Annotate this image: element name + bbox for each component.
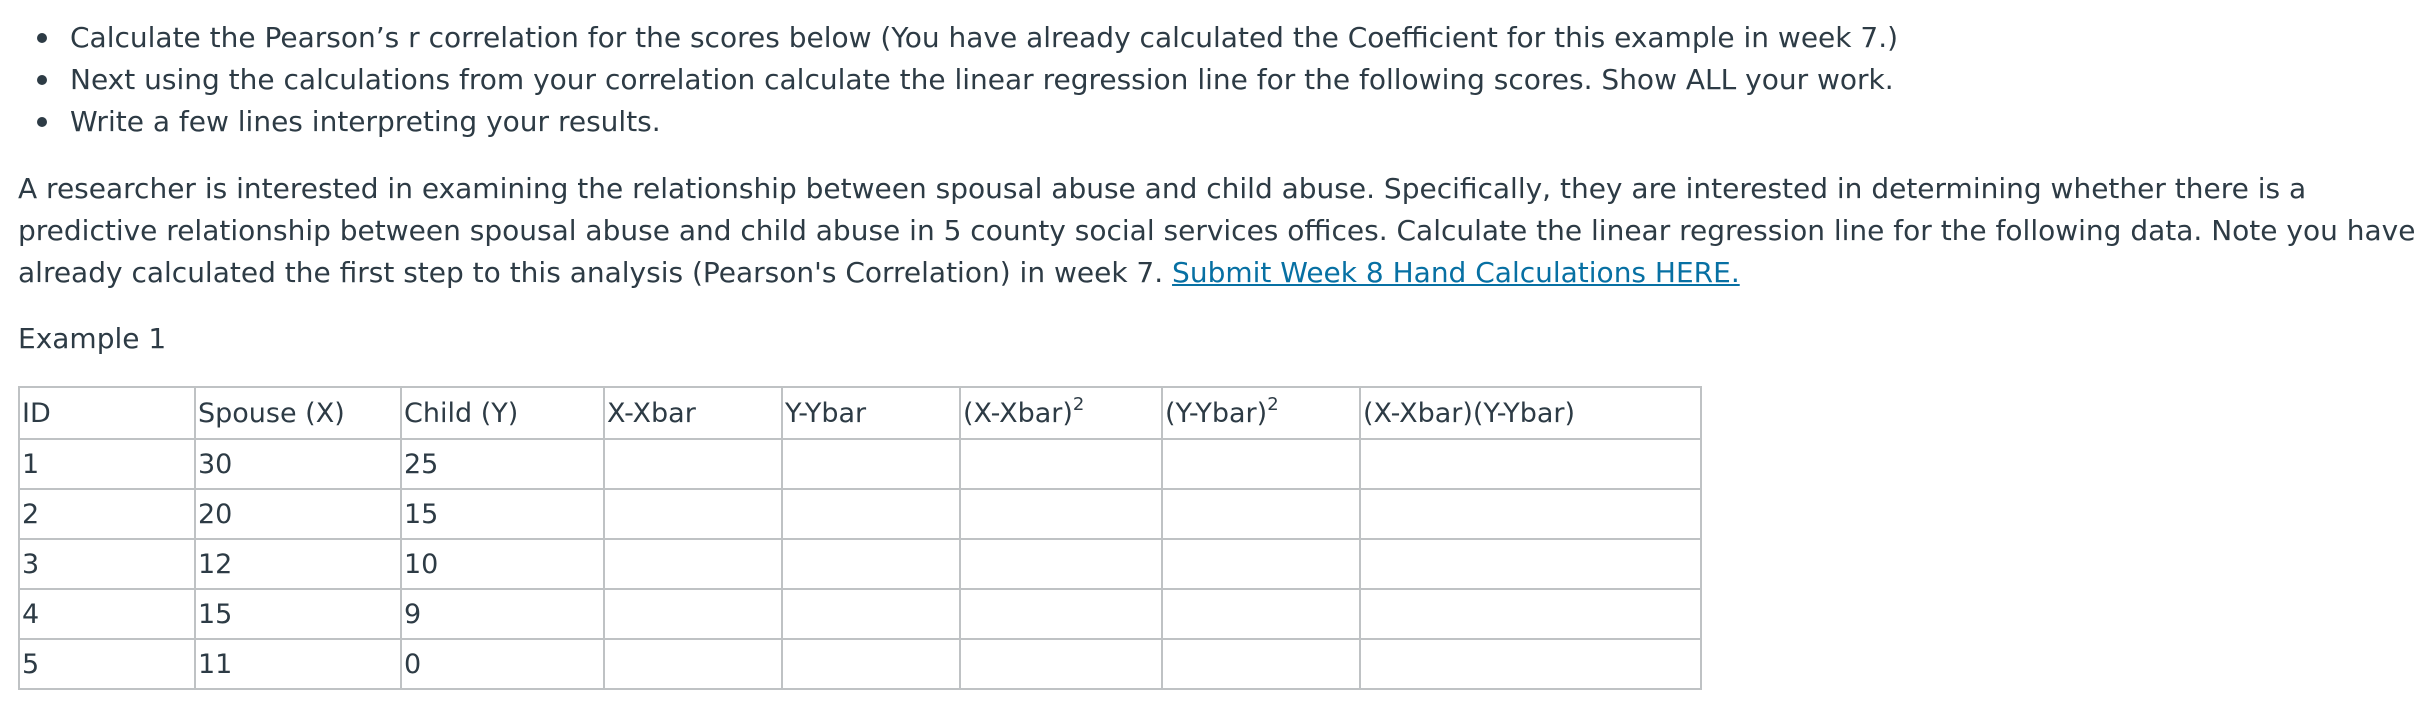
instruction-item bbox=[0, 101, 1898, 143]
instruction-text: Write a few lines interpreting your results. bbox=[70, 105, 661, 138]
table-cell: 20 bbox=[195, 489, 401, 539]
table-cell: 12 bbox=[195, 539, 401, 589]
table-cell bbox=[1162, 589, 1360, 639]
table-cell bbox=[960, 539, 1162, 589]
bullet-icon bbox=[37, 75, 47, 85]
table-row bbox=[19, 489, 1701, 539]
table-cell bbox=[1360, 589, 1701, 639]
table-cell bbox=[782, 439, 960, 489]
table-cell bbox=[960, 589, 1162, 639]
header-cell-text: (Y-Ybar) bbox=[1165, 397, 1268, 429]
data-table bbox=[18, 386, 1702, 690]
table-cell bbox=[604, 489, 782, 539]
table-cell: 15 bbox=[401, 489, 604, 539]
table-cell bbox=[782, 489, 960, 539]
header-cell bbox=[1162, 387, 1360, 439]
table-cell bbox=[1162, 489, 1360, 539]
table-cell bbox=[782, 589, 960, 639]
superscript: 2 bbox=[1267, 393, 1279, 415]
header-cell: ID bbox=[19, 387, 195, 439]
bullet-icon bbox=[37, 117, 47, 127]
table-cell bbox=[1360, 639, 1701, 689]
intro-line-text: already calculated the first step to this analysis (Pearson's Correlation) in week 7. bbox=[18, 256, 1173, 289]
table-cell bbox=[782, 639, 960, 689]
table-cell bbox=[782, 539, 960, 589]
table-cell: 10 bbox=[401, 539, 604, 589]
instruction-item bbox=[0, 17, 1898, 59]
table-row bbox=[19, 639, 1701, 689]
instruction-list bbox=[0, 17, 1898, 143]
table-cell bbox=[604, 439, 782, 489]
header-cell: Y-Ybar bbox=[782, 387, 960, 439]
intro-paragraph bbox=[18, 168, 2415, 294]
header-cell: Spouse (X) bbox=[195, 387, 401, 439]
table-cell: 1 bbox=[19, 439, 195, 489]
table-cell bbox=[960, 439, 1162, 489]
table-row bbox=[19, 539, 1701, 589]
instruction-text: Next using the calculations from your correlation calculate the linear regression line for the following scores. Show ALL your work. bbox=[70, 63, 1894, 96]
table-cell bbox=[604, 589, 782, 639]
table-cell bbox=[1162, 539, 1360, 589]
table-cell: 3 bbox=[19, 539, 195, 589]
table-cell: 11 bbox=[195, 639, 401, 689]
header-cell: X-Xbar bbox=[604, 387, 782, 439]
table-cell bbox=[604, 539, 782, 589]
instruction-text: Calculate the Pearson’s r correlation for the scores below (You have already calculated the Coefficient for this example in week 7.) bbox=[70, 21, 1899, 54]
example-title: Example 1 bbox=[18, 322, 167, 355]
table-cell: 2 bbox=[19, 489, 195, 539]
header-cell: Child (Y) bbox=[401, 387, 604, 439]
table-cell: 0 bbox=[401, 639, 604, 689]
table-header-row bbox=[19, 387, 1701, 439]
table-cell bbox=[1162, 639, 1360, 689]
bullet-icon bbox=[37, 33, 47, 43]
instruction-item bbox=[0, 59, 1898, 101]
table-cell: 30 bbox=[195, 439, 401, 489]
table-cell bbox=[604, 639, 782, 689]
table-cell: 9 bbox=[401, 589, 604, 639]
table-cell: 4 bbox=[19, 589, 195, 639]
table-row bbox=[19, 589, 1701, 639]
header-cell-text: (X-Xbar) bbox=[963, 397, 1073, 429]
table-row bbox=[19, 439, 1701, 489]
header-cell bbox=[960, 387, 1162, 439]
header-cell: (X-Xbar)(Y-Ybar) bbox=[1360, 387, 1701, 439]
table-cell bbox=[960, 639, 1162, 689]
table-cell: 25 bbox=[401, 439, 604, 489]
table-cell bbox=[1162, 439, 1360, 489]
intro-line: predictive relationship between spousal abuse and child abuse in 5 county social services offices. Calculate the linear regression line for the following data. Note you have bbox=[18, 214, 2415, 247]
table-cell: 5 bbox=[19, 639, 195, 689]
table-cell bbox=[1360, 489, 1701, 539]
submit-calculations-link[interactable]: Submit Week 8 Hand Calculations HERE. bbox=[1172, 256, 1740, 289]
table-cell bbox=[1360, 439, 1701, 489]
intro-line: A researcher is interested in examining the relationship between spousal abuse and child abuse. Specifically, they are interested in determining whether there is a bbox=[18, 172, 2307, 205]
table-cell bbox=[1360, 539, 1701, 589]
intro-line bbox=[18, 252, 2128, 294]
table-cell: 15 bbox=[195, 589, 401, 639]
table-cell bbox=[960, 489, 1162, 539]
superscript: 2 bbox=[1072, 393, 1085, 415]
